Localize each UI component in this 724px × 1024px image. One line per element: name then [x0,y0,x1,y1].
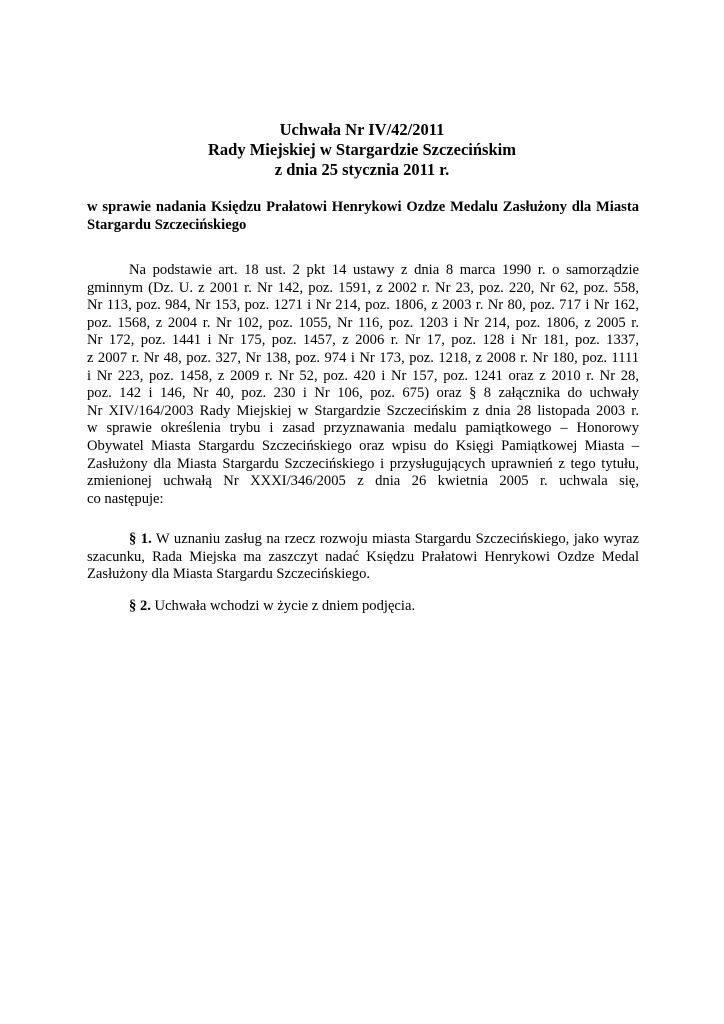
legal-basis-line: zmienionej uchwałą Nr XXXI/346/2005 z dnia 26 kwietnia 2005 r. uchwala się, [87,473,639,490]
section-2-mark: § 2. [129,598,151,614]
legal-basis-line: Nr 172, poz. 1441 i Nr 175, poz. 1457, z 2006 r. Nr 17, poz. 128 i Nr 181, poz. 1337, [87,332,639,349]
section-1-line: szacunku, Rada Miejska ma zaszczyt nadać Księdzu Prałatowi Henrykowi Ozdze Medal [87,548,639,565]
legal-basis-line: poz. 1568, z 2004 r. Nr 102, poz. 1055, Nr 116, poz. 1203 i Nr 214, poz. 1806, z 2005 r. [87,314,639,331]
legal-basis-line: i Nr 223, poz. 1458, z 2009 r. Nr 52, poz. 420 i Nr 157, poz. 1241 oraz z 2010 r. Nr 28, [87,367,639,384]
resolution-date: z dnia 25 stycznia 2011 r. [274,160,450,179]
section-2-text: Uchwała wchodzi w życie z dniem podjęcia. [150,598,416,614]
resolution-title: Uchwała Nr IV/42/2011 [279,120,445,139]
section-1-mark: § 1. [129,531,152,547]
legal-basis-line: Zasłużony dla Miasta Stargardu Szczecińskiego i przysługujących uprawnień z tego tytułu, [87,455,639,472]
legal-basis-line: Na podstawie art. 18 ust. 2 pkt 14 ustawy z dnia 8 marca 1990 r. o samorządzie [129,262,639,278]
legal-basis-paragraph [87,262,639,508]
section-2-paragraph [129,598,415,616]
section-1-text: W uznaniu zasług na rzecz rozwoju miasta Stargardu Szczecińskiego, jako wyraz [151,531,639,547]
resolution-issuer: Rady Miejskiej w Stargardzie Szczecińskim [208,140,516,159]
legal-basis-line: gminnym (Dz. U. z 2001 r. Nr 142, poz. 1591, z 2002 r. Nr 23, poz. 220, Nr 62, poz. 558, [87,279,639,296]
legal-basis-line: z 2007 r. Nr 48, poz. 327, Nr 138, poz. 974 i Nr 173, poz. 1218, z 2008 r. Nr 180, poz. 1111 [87,349,639,366]
section-1-line: Zasłużony dla Miasta Stargardu Szczecińskiego. [87,566,371,583]
legal-basis-line: Nr XIV/164/2003 Rady Miejskiej w Stargardzie Szczecińskim z dnia 28 listopada 2003 r. [87,402,639,419]
document-header [0,120,724,180]
legal-basis-line: Obywatel Miasta Stargardu Szczecińskiego oraz wpisu do Księgi Pamiątkowej Miasta – [87,437,639,454]
legal-basis-line: poz. 142 i 146, Nr 40, poz. 230 i Nr 106, poz. 675) oraz § 8 załącznika do uchwały [87,385,639,402]
section-1-paragraph [87,531,639,584]
legal-basis-line: co następuje: [87,490,164,507]
section-1-line [87,531,639,549]
legal-basis-line: Nr 113, poz. 984, Nr 153, poz. 1271 i Nr 214, poz. 1806, z 2003 r. Nr 80, poz. 717 i Nr 162, [87,297,639,314]
resolution-subject: w sprawie nadania Księdzu Prałatowi Henrykowi Ozdze Medalu Zasłużony dla Miasta Stargardu Szczecińskiego [87,199,639,233]
legal-basis-line: w sprawie określenia trybu i zasad przyznawania medalu pamiątkowego – Honorowy [87,420,639,437]
